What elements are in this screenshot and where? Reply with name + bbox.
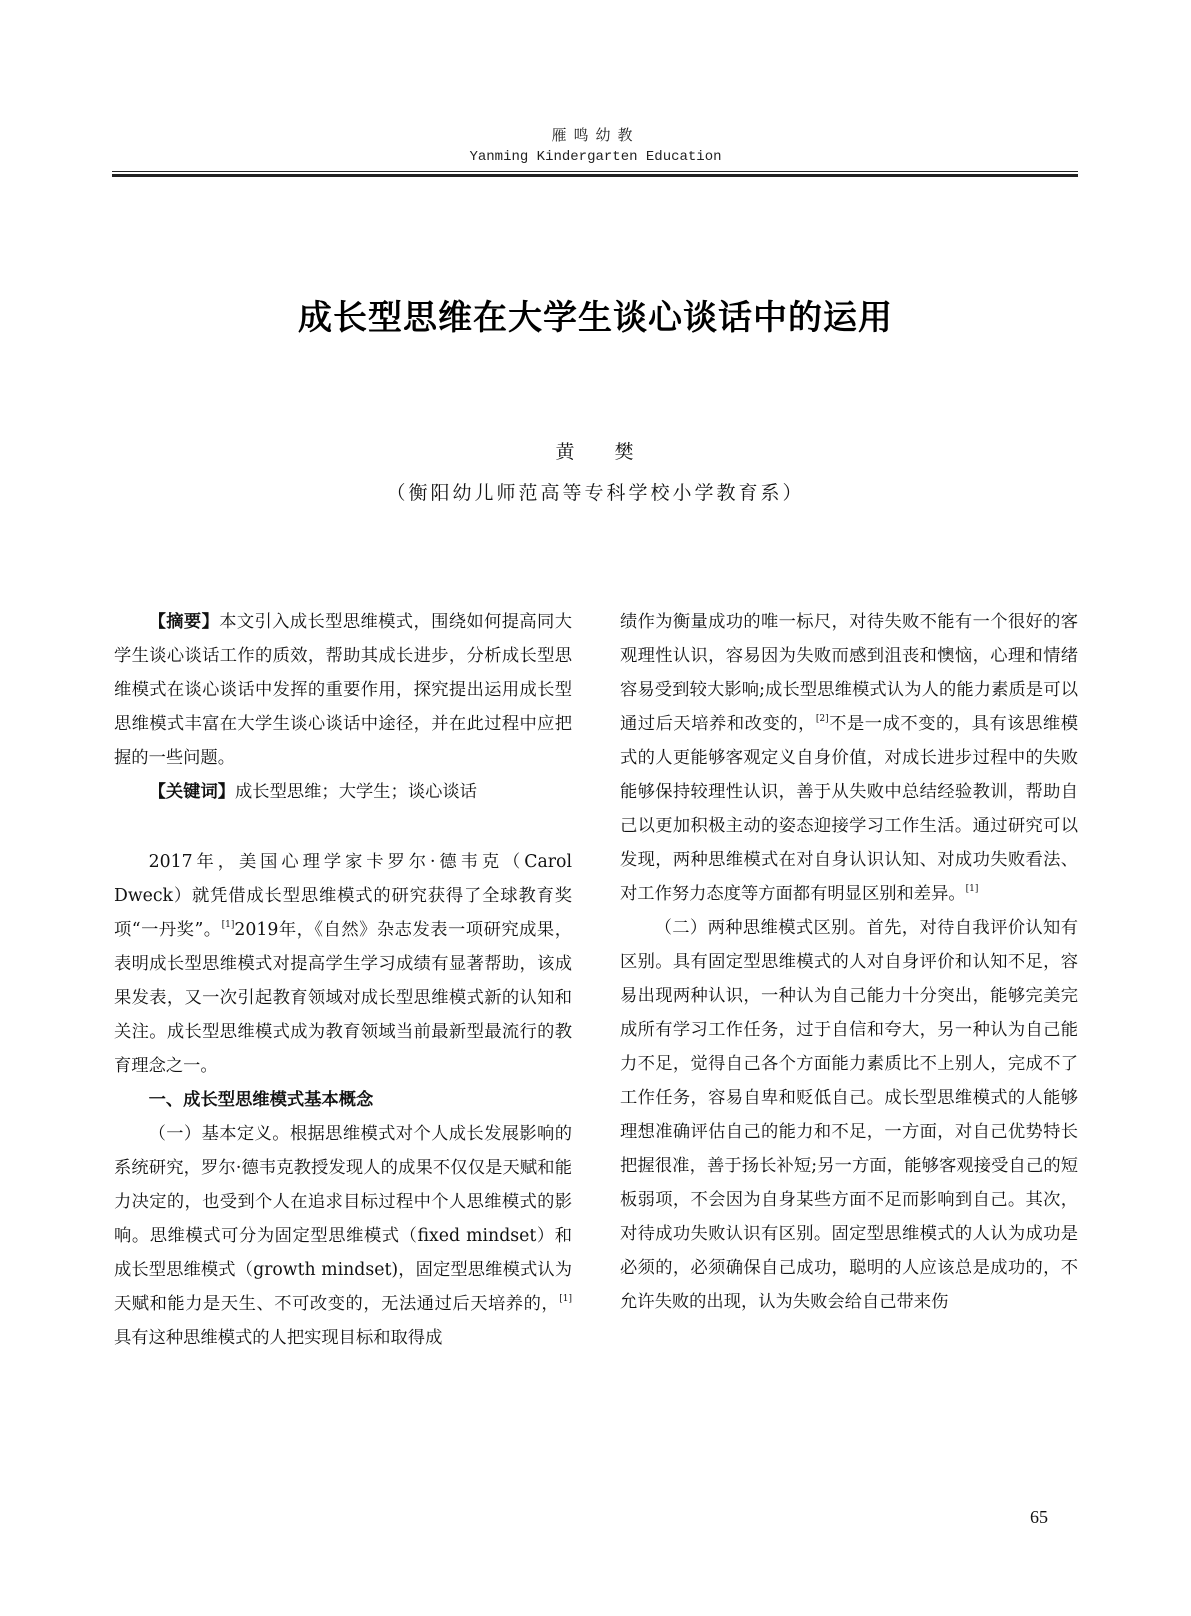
- body-paragraph: [114, 845, 572, 1083]
- citation-ref: [2]: [815, 714, 829, 724]
- paragraph-text: （一）基本定义。根据思维模式对个人成长发展影响的系统研究，罗尔·德韦克教授发现人的成果不仅仅是天赋和能力决定的，也受到个人在追求目标过程中个人思维模式的影响。思维模式可分为固定型思维模式（fixed mindset）和成长型思维模式（growth mindset)，固定型思维模式认为天赋和能力是天生、不可改变的，无法通过后天培养的，: [114, 1124, 572, 1314]
- section-gap: [114, 809, 572, 845]
- paragraph-text: 绩作为衡量成功的唯一标尺，对待失败不能有一个很好的客观理性认识，容易因为失败而感到沮丧和懊恼，心理和情绪容易受到较大影响;成长型思维模式认为人的能力素质是可以通过后天培养和改变的，: [620, 612, 1078, 734]
- paragraph-text: 具有这种思维模式的人把实现目标和取得成: [114, 1328, 443, 1348]
- header-rule-thick: [112, 174, 1078, 177]
- abstract-text: 本文引入成长型思维模式，围绕如何提高同大学生谈心谈话工作的质效，帮助其成长进步，分析成长型思维模式在谈心谈话中发挥的重要作用，探究提出运用成长型思维模式丰富在大学生谈心谈话中途径，并在此过程中应把握的一些问题。: [114, 612, 572, 768]
- citation-ref: [1]: [559, 1294, 572, 1304]
- keywords-label: 【关键词】: [148, 782, 236, 802]
- running-header: [0, 125, 1191, 167]
- paragraph-text: 2017年，美国心理学家卡罗尔·德韦克（Carol Dweck）就凭借成长型思维模式的研究获得了全球教育奖项“一丹奖”。: [114, 852, 572, 940]
- body-paragraph: [620, 605, 1078, 911]
- paragraph-text: 2019年，《自然》杂志发表一项研究成果，表明成长型思维模式对提高学生学习成绩有显著帮助，该成果发表，又一次引起教育领域对成长型思维模式新的认知和关注。成长型思维模式成为教育领域当前最新型最流行的教育理念之一。: [114, 920, 572, 1076]
- abstract-label: 【摘要】: [148, 612, 220, 632]
- journal-name-en: Yanming Kindergarten Education: [469, 149, 722, 165]
- page-number: 65: [1030, 1507, 1048, 1527]
- paragraph-text: 不是一成不变的，具有该思维模式的人更能够客观定义自身价值，对成长进步过程中的失败能够保持较理性认识，善于从失败中总结经验教训，帮助自己以更加积极主动的姿态迎接学习工作生活。通过研究可以发现，两种思维模式在对自身认识认知、对成功失败看法、对工作努力态度等方面都有明显区别和差异。: [620, 714, 1078, 904]
- article-title: 成长型思维在大学生谈心谈话中的运用: [298, 298, 893, 338]
- body-paragraph: [114, 1117, 572, 1355]
- citation-ref: [1]: [221, 920, 235, 930]
- journal-name-cn: 雁鸣幼教: [551, 126, 640, 144]
- left-column: [114, 605, 572, 1355]
- author-affiliation: （衡阳幼儿师范高等专科学校小学教育系）: [386, 482, 805, 504]
- right-column: [620, 605, 1078, 1319]
- keywords-text: 成长型思维；大学生；谈心谈话: [235, 782, 477, 802]
- author-name: 黄 樊: [555, 441, 636, 463]
- citation-ref: [1]: [965, 884, 979, 894]
- abstract: [114, 605, 572, 775]
- body-paragraph: （二）两种思维模式区别。首先，对待自我评价认知有区别。具有固定型思维模式的人对自身评价和认知不足，容易出现两种认识，一种认为自己能力十分突出，能够完美完成所有学习工作任务，过于自信和夸大，另一种认为自己能力不足，觉得自己各个方面能力素质比不上别人，完成不了工作任务，容易自卑和贬低自己。成长型思维模式的人能够理想准确评估自己的能力和不足，一方面，对自己优势特长把握很准，善于扬长补短;另一方面，能够客观接受自己的短板弱项，不会因为自身某些方面不足而影响到自己。其次，对待成功失败认识有区别。固定型思维模式的人认为成功是必须的，必须确保自己成功，聪明的人应该总是成功的，不允许失败的出现，认为失败会给自己带来伤: [620, 918, 1078, 1312]
- keywords: [114, 775, 572, 809]
- section-heading: 一、成长型思维模式基本概念: [148, 1090, 374, 1110]
- header-rule-thin: [112, 171, 1078, 172]
